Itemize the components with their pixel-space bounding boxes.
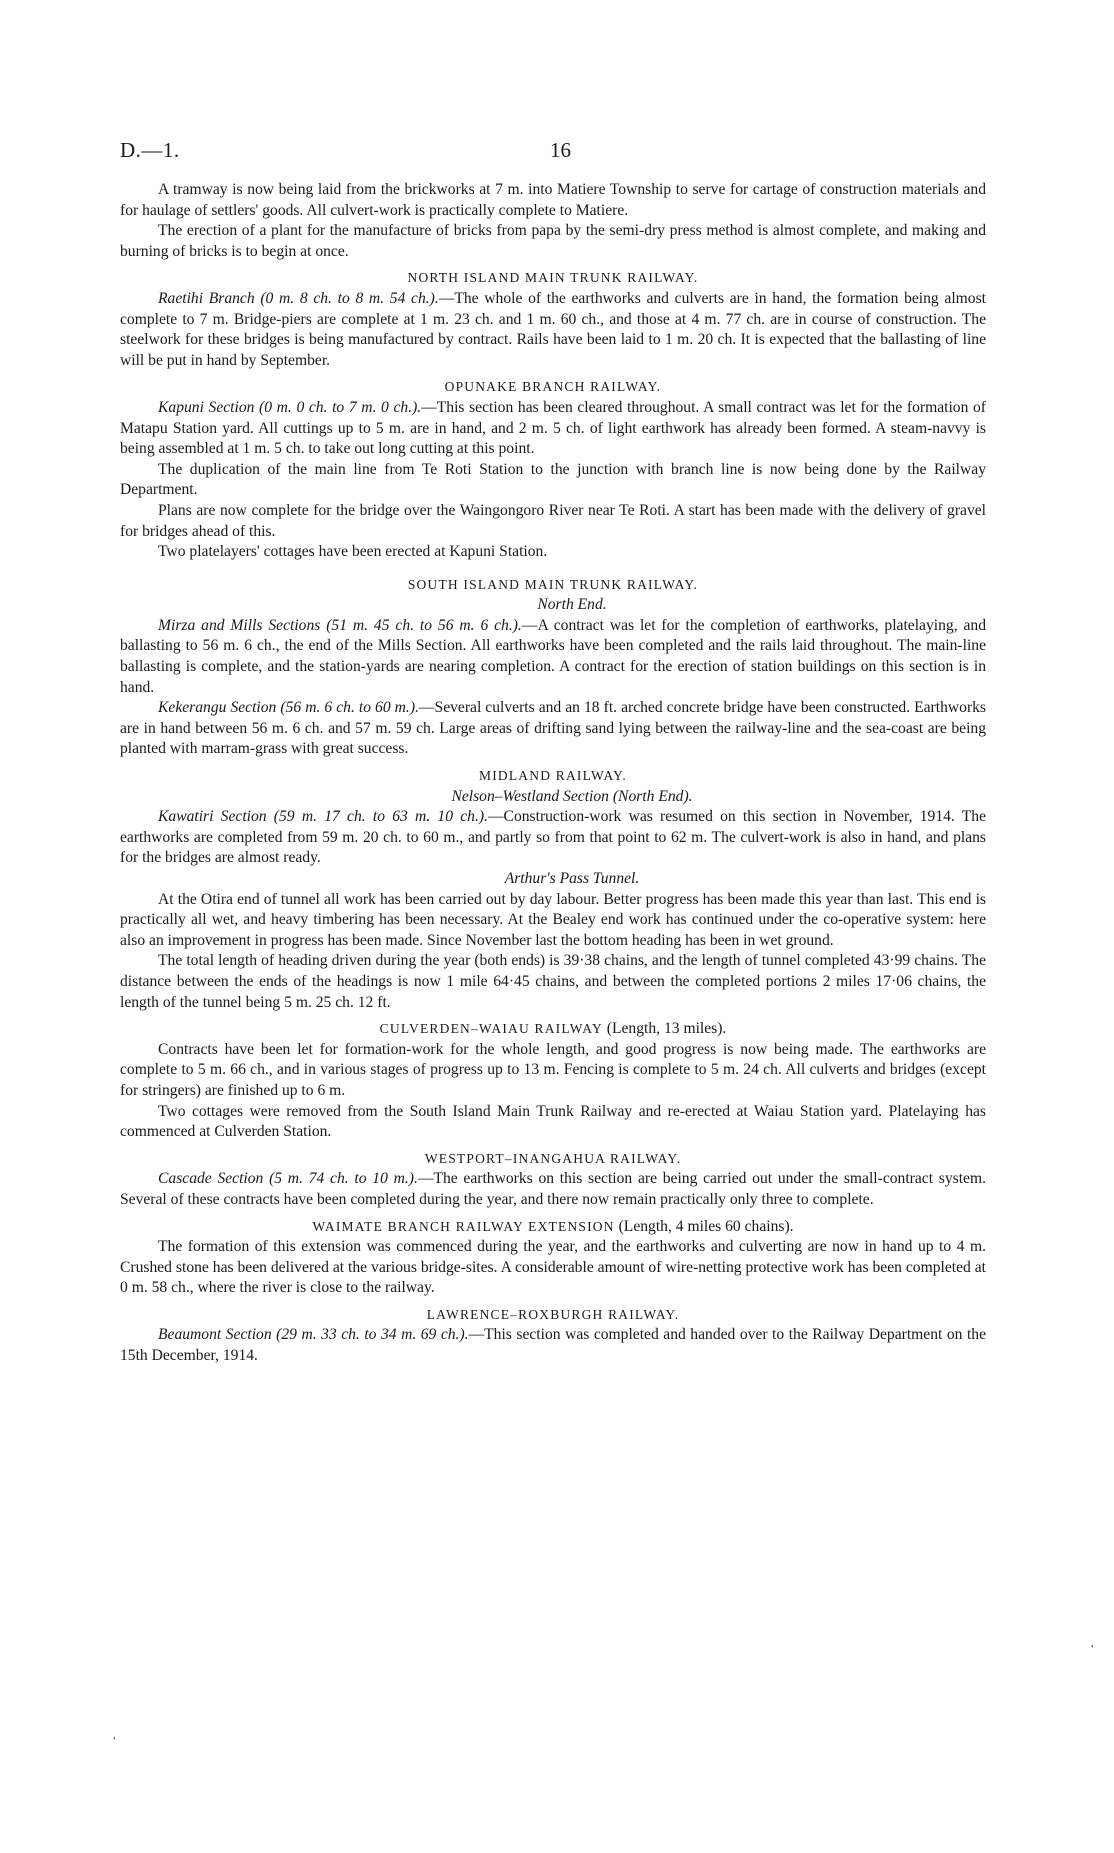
margin-speck: · bbox=[1090, 1640, 1095, 1655]
kapuni-title: Kapuni Section (0 m. 0 ch. to 7 m. 0 ch.). bbox=[158, 398, 422, 416]
mirza-title: Mirza and Mills Sections (51 m. 45 ch. to 56 m. 6 ch.). bbox=[158, 616, 522, 634]
subheading-nelson-westland: Nelson–Westland Section (North End). bbox=[451, 787, 693, 805]
subheading-north-end: North End. bbox=[537, 596, 607, 614]
raetihi-title: Raetihi Branch (0 m. 8 ch. to 8 m. 54 ch.). bbox=[158, 289, 439, 307]
heading-westport: WESTPORT–INANGAHUA RAILWAY. bbox=[424, 1150, 682, 1166]
paragraph-mirza bbox=[120, 616, 986, 698]
paragraph-bricks: The erection of a plant for the manufacture of bricks from papa by the semi-dry press method is almost complete, and making and burning of bricks is to begin at once. bbox=[120, 222, 986, 260]
heading-waimate bbox=[120, 1217, 986, 1238]
paragraph-culverden-contracts: Contracts have been let for formation-work for the whole length, and good progress is now being made. The earthworks are complete to 5 m. 66 ch., and in various stages of progress up to 13 m. Fencing is complete to 5 m. 24 ch. All culverts and bridges (except for stringers) are finished up to 6 m. bbox=[120, 1040, 986, 1099]
cascade-text: —The earthworks on this section are being carried out under the small-contract system. Several of these contracts have been completed during the year, and there now remain practically only three to complete. bbox=[120, 1170, 986, 1208]
page-number: 16 bbox=[550, 138, 571, 162]
kapuni-text: —This section has been cleared throughout. A small contract was let for the formation of Matapu Station yard. All cuttings up to 5 m. are in hand, and 2 m. 5 ch. of light earthwork has already been formed. A steam-navvy is being assembled at 1 m. 5 ch. to take out long cutting at this point. bbox=[120, 398, 986, 458]
margin-dot: · bbox=[112, 1732, 117, 1747]
paragraph-duplication: The duplication of the main line from Te Roti Station to the junction with branch line is now being done by the Railway Department. bbox=[120, 460, 986, 499]
heading-simt: SOUTH ISLAND MAIN TRUNK RAILWAY. bbox=[407, 576, 699, 592]
waimate-heading-extra: (Length, 4 miles 60 chains). bbox=[614, 1217, 794, 1235]
paragraph-raetihi bbox=[120, 289, 986, 371]
raetihi-text: —The whole of the earthworks and culverts are in hand, the formation being almost complete to 7 m. Bridge-piers are complete at 1 m. 23 ch. and 1 m. 60 ch., and those at 4 m. 77 ch. are in course of construction. The steelwork for these bridges is being manufactured by contract. Rails have been laid to 1 m. 20 ch. It is expected that the ballasting of line will be put in hand by September. bbox=[120, 289, 986, 369]
paragraph-tramway: A tramway is now being laid from the brickworks at 7 m. into Matiere Township to serve for cartage of construction materials and for haulage of settlers' goods. All culvert-work is practically complete to Matiere. bbox=[120, 181, 986, 219]
paragraph-kawatiri bbox=[120, 807, 986, 869]
kawatiri-text: —Construction-work was resumed on this section in November, 1914. The earthworks are completed from 59 m. 20 ch. to 60 m., and partly so from that point to 62 m. The culvert-work is also in hand, and plans for the bridges are almost ready. bbox=[120, 808, 987, 867]
culverden-heading-text: CULVERDEN–WAIAU RAILWAY bbox=[379, 1021, 603, 1037]
kawatiri-title: Kawatiri Section (59 m. 17 ch. to 63 m. 10 ch.). bbox=[158, 808, 488, 826]
beaumont-text: —This section was completed and handed over to the Railway Department on the 15th December, 1914. bbox=[120, 1326, 987, 1365]
waimate-heading-text: WAIMATE BRANCH RAILWAY EXTENSION bbox=[312, 1218, 615, 1234]
paragraph-cottages: Two platelayers' cottages have been erected at Kapuni Station. bbox=[158, 543, 548, 561]
paragraph-kapuni bbox=[120, 398, 986, 460]
kekerangu-title: Kekerangu Section (56 m. 6 ch. to 60 m.). bbox=[158, 699, 419, 717]
paragraph-cascade bbox=[120, 1169, 986, 1210]
paragraph-waimate: The formation of this extension was commenced during the year, and the earthworks and culverting are now in hand up to 4 m. Crushed stone has been delivered at the various bridge-sites. A considerable amount of wire-netting protective work has been completed at 0 m. 58 ch., where the river is close to the railway. bbox=[120, 1238, 986, 1297]
heading-lawrence: LAWRENCE–ROXBURGH RAILWAY. bbox=[426, 1306, 680, 1322]
beaumont-title: Beaumont Section (29 m. 33 ch. to 34 m. 69 ch.). bbox=[158, 1326, 469, 1344]
page-header bbox=[120, 138, 980, 168]
heading-midland: MIDLAND RAILWAY. bbox=[479, 768, 627, 784]
mirza-text: —A contract was let for the completion of earthworks, platelaying, and ballasting to 56 m. 6 ch., the end of the Mills Section. All earthworks have been completed and the rails laid throughout. The main-line ballasting is complete, and the station-yards are nearing completion. A contract for the erection of station buildings on this section is in hand. bbox=[120, 616, 986, 696]
paragraph-plans: Plans are now complete for the bridge over the Waingongoro River near Te Roti. A start has been made with the delivery of gravel for bridges ahead of this. bbox=[120, 501, 986, 540]
heading-culverden bbox=[120, 1019, 986, 1040]
document-id: D.—1. bbox=[120, 138, 180, 162]
paragraph-kekerangu bbox=[120, 698, 986, 760]
heading-opunake: OPUNAKE BRANCH RAILWAY. bbox=[444, 379, 662, 395]
subheading-arthurs-pass: Arthur's Pass Tunnel. bbox=[504, 870, 640, 887]
culverden-heading-extra: (Length, 13 miles). bbox=[602, 1020, 727, 1038]
paragraph-culverden-cottages: Two cottages were removed from the South Island Main Trunk Railway and re-erected at Waiau Station yard. Platelaying has commenced at Culverden Station. bbox=[120, 1102, 986, 1141]
kekerangu-text: —Several culverts and an 18 ft. arched concrete bridge have been constructed. Earthworks are in hand between 56 m. 6 ch. and 57 m. 59 ch. Large areas of drifting sand lying between the railway-line and the sea-coast are being planted with marram-grass with great success. bbox=[120, 699, 986, 758]
heading-nimt: NORTH ISLAND MAIN TRUNK RAILWAY. bbox=[407, 270, 699, 286]
paragraph-heading-length: The total length of heading driven during the year (both ends) is 39·38 chains, and the length of tunnel completed 43·99 chains. The distance between the ends of the headings is now 1 mile 64·45 chains, and between the completed portions 2 miles 17·06 chains, the length of the tunnel being 5 m. 25 ch. 12 ft. bbox=[120, 952, 986, 1011]
paragraph-otira: At the Otira end of tunnel all work has been carried out by day labour. Better progress has been made this year than last. This end is practically all wet, and heavy timbering has been necessary. At the Bealey end work has continued under the co-operative system: here also an improvement in progress has been made. Since November last the bottom heading has been in wet ground. bbox=[120, 890, 986, 949]
paragraph-beaumont bbox=[120, 1325, 986, 1366]
cascade-title: Cascade Section (5 m. 74 ch. to 10 m.). bbox=[158, 1170, 418, 1188]
page-body bbox=[120, 180, 986, 1367]
